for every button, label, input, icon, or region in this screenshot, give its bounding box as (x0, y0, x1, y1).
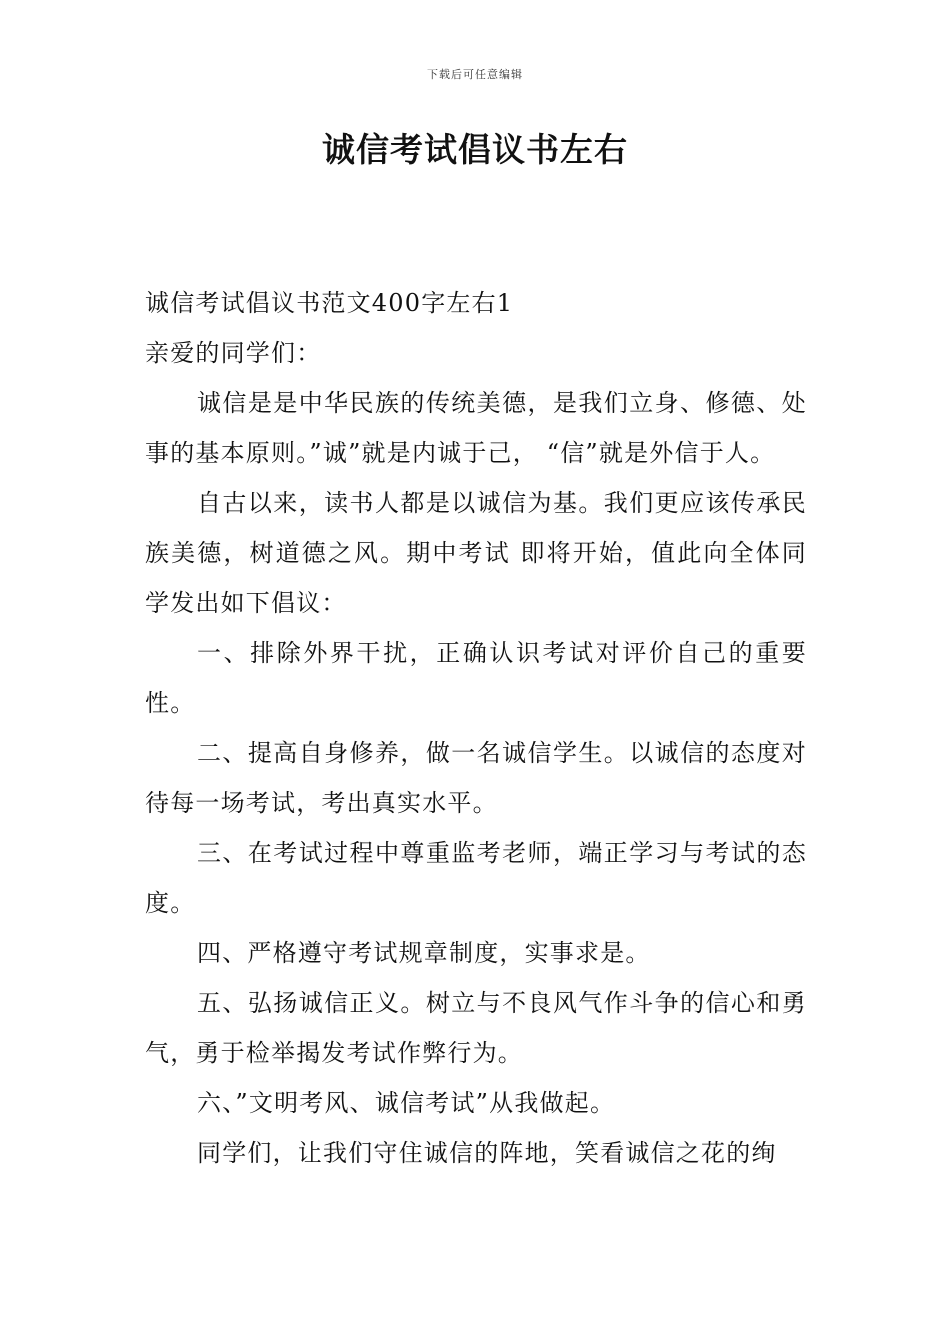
paragraph-item-5: 五、弘扬诚信正义。树立与不良风气作斗争的信心和勇气，勇于检举揭发考试作弊行为。 (145, 989, 807, 1067)
document-title: 诚信考试倡议书左右 (322, 130, 628, 169)
paragraph-item-1: 一、排除外界干扰，正确认识考试对评价自己的重要性。 (145, 639, 807, 717)
paragraph-closing: 同学们，让我们守住诚信的阵地，笑看诚信之花的绚 (197, 1139, 777, 1167)
paragraph: 诚信是是中华民族的传统美德，是我们立身、修德、处事的基本原则。”诚”就是内诚于己， “信”就是外信于人。 (145, 389, 807, 467)
paragraph-item-2: 二、提高自身修养，做一名诚信学生。以诚信的态度对待每一场考试，考出真实水平。 (145, 739, 807, 817)
paragraph-item-4: 四、严格遵守考试规章制度，实事求是。 (197, 939, 651, 967)
paragraph-subtitle: 诚信考试倡议书范文400字左右1 (145, 289, 514, 317)
paragraph-item-3: 三、在考试过程中尊重监考老师，端正学习与考试的态度。 (145, 839, 807, 917)
paragraph-item-6: 六、”文明考风、诚信考试”从我做起。 (197, 1089, 616, 1117)
paragraph-salutation: 亲爱的同学们： (145, 339, 322, 367)
header-note: 下载后可任意编辑 (427, 68, 523, 81)
document-body (145, 278, 807, 1178)
paragraph: 自古以来，读书人都是以诚信为基。我们更应该传承民族美德，树道德之风。期中考试 即将开始，值此向全体同学发出如下倡议： (145, 489, 807, 617)
